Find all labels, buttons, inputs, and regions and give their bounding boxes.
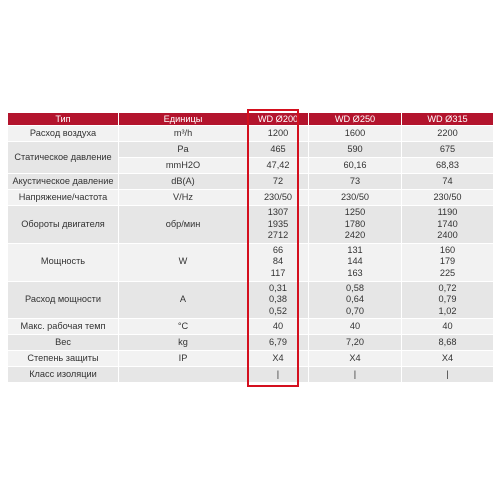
value-text: 7,20 <box>346 337 364 348</box>
value-cell <box>248 319 309 335</box>
value-cell <box>248 174 309 190</box>
value-text: 66 <box>272 244 284 255</box>
unit-cell: W <box>119 243 248 281</box>
header-units: Единицы <box>119 113 248 126</box>
parameter-name-cell: Напряжение/частота <box>8 190 119 206</box>
value-text: X4 <box>441 353 454 364</box>
value-cell <box>309 243 402 281</box>
value-text: 2200 <box>437 127 458 138</box>
value-cell <box>402 206 494 244</box>
table-row <box>8 190 494 206</box>
value-cell <box>402 158 494 174</box>
value-text: X4 <box>272 353 284 364</box>
value-cell <box>402 243 494 281</box>
value-text: 1307 <box>267 207 289 217</box>
unit-cell: A <box>119 281 248 319</box>
value-text: 2712 <box>267 230 289 241</box>
header-model-wd200: WD Ø200 <box>248 113 309 126</box>
value-text: 0,31 <box>269 282 287 293</box>
value-text: 0,70 <box>346 305 364 316</box>
value-cell <box>402 319 494 335</box>
value-cell <box>309 158 402 174</box>
value-text: 117 <box>270 267 286 278</box>
value-text: 1935 <box>267 218 289 229</box>
value-text: 40 <box>272 321 284 332</box>
value-cell <box>309 351 402 367</box>
value-text: 2420 <box>344 230 366 241</box>
unit-cell: IP <box>119 351 248 367</box>
value-text: 225 <box>439 267 456 278</box>
table-header-row <box>8 113 494 126</box>
unit-cell: V/Hz <box>119 190 248 206</box>
value-cell <box>402 281 494 319</box>
value-text: | <box>353 369 357 380</box>
table-row <box>8 243 494 281</box>
value-text: 160 <box>439 244 456 255</box>
value-text: 60,16 <box>343 159 367 170</box>
value-text: 0,38 <box>269 294 287 305</box>
value-text: 1780 <box>344 218 366 229</box>
header-model-wd250: WD Ø250 <box>309 113 402 126</box>
value-cell <box>248 190 309 206</box>
value-text: 465 <box>270 143 286 154</box>
table-row <box>8 206 494 244</box>
value-cell <box>248 206 309 244</box>
header-model-wd315: WD Ø315 <box>402 113 494 126</box>
value-text: X4 <box>349 353 361 364</box>
value-cell <box>402 351 494 367</box>
table-row <box>8 319 494 335</box>
value-text: 73 <box>349 175 361 186</box>
table-row <box>8 142 494 158</box>
value-cell <box>402 142 494 158</box>
value-text: 8,68 <box>438 337 457 348</box>
value-text: | <box>446 369 449 380</box>
value-cell <box>309 367 402 383</box>
parameter-name-cell: Расход мощности <box>8 281 119 319</box>
value-text: 6,79 <box>269 337 287 348</box>
value-text: 230/50 <box>340 191 370 202</box>
value-cell <box>248 126 309 142</box>
value-text: 1740 <box>437 218 458 229</box>
value-cell <box>402 174 494 190</box>
parameter-name-cell: Вес <box>8 335 119 351</box>
value-text: 1250 <box>344 207 366 217</box>
value-cell <box>309 142 402 158</box>
value-cell <box>248 281 309 319</box>
value-cell <box>309 190 402 206</box>
value-text: 1,02 <box>438 305 457 316</box>
parameter-name-cell: Обороты двигателя <box>8 206 119 244</box>
value-text: 40 <box>442 321 453 332</box>
value-text: 230/50 <box>433 191 462 202</box>
value-cell <box>248 351 309 367</box>
table-row <box>8 367 494 383</box>
unit-cell: обр/мин <box>119 206 248 244</box>
unit-cell: dB(A) <box>119 174 248 190</box>
unit-cell <box>119 367 248 383</box>
value-cell <box>309 281 402 319</box>
value-cell <box>248 367 309 383</box>
table-row <box>8 335 494 351</box>
value-text: 0,72 <box>438 282 457 293</box>
value-text: 179 <box>439 256 456 267</box>
value-text: 163 <box>347 267 363 278</box>
value-text: 0,64 <box>346 294 364 305</box>
unit-cell: kg <box>119 335 248 351</box>
table-row <box>8 126 494 142</box>
value-text: 230/50 <box>263 191 293 202</box>
table-row <box>8 174 494 190</box>
unit-cell: °C <box>119 319 248 335</box>
value-text: 47,42 <box>266 159 290 170</box>
unit-cell: Pa <box>119 142 248 158</box>
value-cell <box>248 335 309 351</box>
value-text: 1190 <box>437 207 458 217</box>
value-text: 2400 <box>437 230 458 241</box>
value-cell <box>248 158 309 174</box>
specifications-table <box>7 112 494 383</box>
value-cell <box>402 367 494 383</box>
value-cell <box>309 319 402 335</box>
unit-cell: m³/h <box>119 126 248 142</box>
value-text: 1200 <box>267 127 289 138</box>
value-text: 0,58 <box>346 282 364 293</box>
value-cell <box>309 126 402 142</box>
table-row <box>8 351 494 367</box>
parameter-name-cell: Статическое давление <box>8 142 119 174</box>
value-cell <box>309 206 402 244</box>
value-text: 40 <box>349 321 361 332</box>
parameter-name-cell: Расход воздуха <box>8 126 119 142</box>
value-cell <box>248 142 309 158</box>
table-row <box>8 281 494 319</box>
parameter-name-cell: Степень защиты <box>8 351 119 367</box>
unit-cell: mmH2O <box>119 158 248 174</box>
value-cell <box>402 126 494 142</box>
value-cell <box>402 190 494 206</box>
value-cell <box>248 243 309 281</box>
table-body <box>8 126 494 383</box>
value-text: 131 <box>347 244 363 255</box>
value-text: 1600 <box>344 127 366 138</box>
value-text: 84 <box>272 256 284 267</box>
header-type: Тип <box>8 113 119 126</box>
parameter-name-cell: Мощность <box>8 243 119 281</box>
value-text: 144 <box>347 256 363 267</box>
value-cell <box>309 335 402 351</box>
value-text: | <box>276 369 280 380</box>
value-cell <box>309 174 402 190</box>
value-text: 0,79 <box>438 294 457 305</box>
value-text: 74 <box>442 175 453 186</box>
value-text: 68,83 <box>436 159 459 170</box>
value-text: 0,52 <box>269 305 287 316</box>
parameter-name-cell: Макс. рабочая темп <box>8 319 119 335</box>
value-text: 72 <box>272 175 284 186</box>
value-text: 675 <box>439 143 456 154</box>
parameter-name-cell: Акустическое давление <box>8 174 119 190</box>
value-text: 590 <box>347 143 363 154</box>
parameter-name-cell: Класс изоляции <box>8 367 119 383</box>
value-cell <box>402 335 494 351</box>
